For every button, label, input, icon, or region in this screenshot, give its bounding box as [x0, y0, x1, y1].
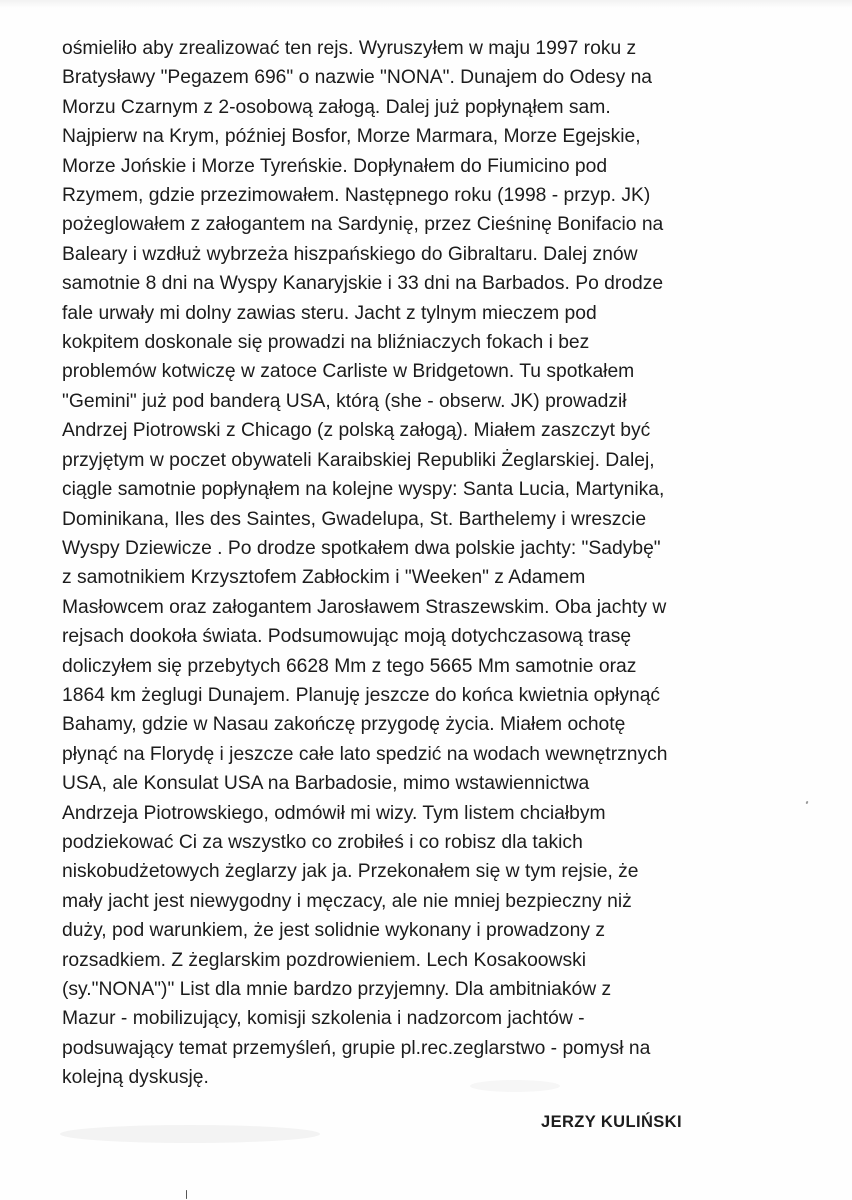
text-line: Mazur - mobilizujący, komisji szkolenia i nadzorcom jachtów - — [62, 1008, 585, 1030]
text-line: ciągle samotnie popłynąłem na kolejne wyspy: Santa Lucia, Martynika, — [62, 479, 665, 501]
scan-edge-shadow — [0, 0, 852, 8]
text-line: rozsadkiem. Z żeglarskim pozdrowieniem. Lech Kosakoowski — [62, 949, 587, 971]
text-line: płynąć na Florydę i jeszcze całe lato spedzić na wodach wewnętrznych — [62, 743, 668, 765]
text-line: kolejną dyskusję. — [62, 1067, 209, 1089]
text-line: Baleary i wzdłuż wybrzeża hiszpańskiego do Gibraltaru. Dalej znów — [62, 243, 638, 265]
text-line: mały jacht jest niewygodny i męczacy, ale nie mniej bezpieczny niż — [62, 890, 632, 912]
text-line: "Gemini" już pod banderą USA, którą (she - obserw. JK) prowadził — [62, 390, 627, 412]
text-line: podsuwający temat przemyśleń, grupie pl.rec.zeglarstwo - pomysł na — [62, 1037, 651, 1059]
text-line: Bahamy, gdzie w Nasau zakończę przygodę życia. Miałem ochotę — [62, 714, 626, 736]
text-line: Wyspy Dziewicze . Po drodze spotkałem dwa polskie jachty: "Sadybę" — [62, 537, 661, 559]
text-line: z samotnikiem Krzysztofem Zabłockim i "Weeken" z Adamem — [62, 567, 586, 589]
text-line: przyjętym w poczet obywateli Karaibskiej Republiki Żeglarskiej. Dalej, — [62, 449, 655, 471]
text-line: Masłowcem oraz załogantem Jarosławem Straszewskim. Oba jachty w — [62, 596, 667, 618]
text-line: Dominikana, Iles des Saintes, Gwadelupa, St. Barthelemy i wreszcie — [62, 508, 647, 530]
text-line: (sy."NONA")" List dla mnie bardzo przyjemny. Dla ambitniaków z — [62, 979, 612, 1000]
text-line: niskobudżetowych żeglarzy jak ja. Przekonałem się w tym rejsie, że — [62, 861, 639, 883]
text-line: Rzymem, gdzie przezimowałem. Następnego roku (1998 - przyp. JK) — [62, 185, 651, 207]
text-line: rejsach dookoła świata. Podsumowując moją dotychczasową trasę — [62, 626, 632, 648]
text-line: Morze Jońskie i Morze Tyreńskie. Dopłynałem do Fiumicino pod — [62, 155, 608, 177]
text-line: problemów kotwiczę w zatoce Carliste w Bridgetown. Tu spotkałem — [62, 361, 635, 383]
text-line: kokpitem doskonale się prowadzi na bliźniaczych fokach i bez — [62, 332, 590, 354]
text-line: fale urwały mi dolny zawias steru. Jacht z tylnym mieczem pod — [62, 302, 597, 324]
text-line: podziekować Ci za wszystko co zrobiłeś i co robisz dla takich — [62, 831, 583, 853]
text-line: Najpierw na Krym, później Bosfor, Morze Marmara, Morze Egejskie, — [62, 126, 641, 148]
letter-body-text — [62, 34, 742, 1093]
author-signature: JERZY KULIŃSKI — [541, 1113, 682, 1131]
text-line: Andrzej Piotrowski z Chicago (z polską załogą). Miałem zaszczyt być — [62, 420, 651, 442]
text-line: 1864 km żeglugi Dunajem. Planuję jeszcze do końca kwietnia opłynąć — [62, 684, 661, 706]
text-line: ośmieliło aby zrealizować ten rejs. Wyruszyłem w maju 1997 roku z — [62, 38, 637, 59]
text-line: doliczyłem się przebytych 6628 Mm z tego 5665 Mm samotnie oraz — [62, 655, 637, 677]
text-line: pożeglowałem z załogantem na Sardynię, przez Cieśninę Bonifacio na — [62, 214, 664, 236]
text-line: Andrzeja Piotrowskiego, odmówił mi wizy. Tym listem chciałbym — [62, 802, 606, 824]
text-line: USA, ale Konsulat USA na Barbadosie, mimo wstawiennictwa — [62, 773, 590, 795]
text-line: duży, pod warunkiem, że jest solidnie wykonany i prowadzony z — [62, 920, 605, 942]
scan-speck — [805, 801, 808, 805]
scan-speck — [186, 1190, 187, 1199]
text-line: samotnie 8 dni na Wyspy Kanaryjskie i 33 dni na Barbados. Po drodze — [62, 273, 664, 295]
text-line: Morzu Czarnym z 2-osobową załogą. Dalej już popłynąłem sam. — [62, 96, 611, 118]
scan-smudge — [60, 1125, 320, 1143]
text-line: Bratysławy "Pegazem 696" o nazwie "NONA". Dunajem do Odesy na — [62, 67, 653, 89]
